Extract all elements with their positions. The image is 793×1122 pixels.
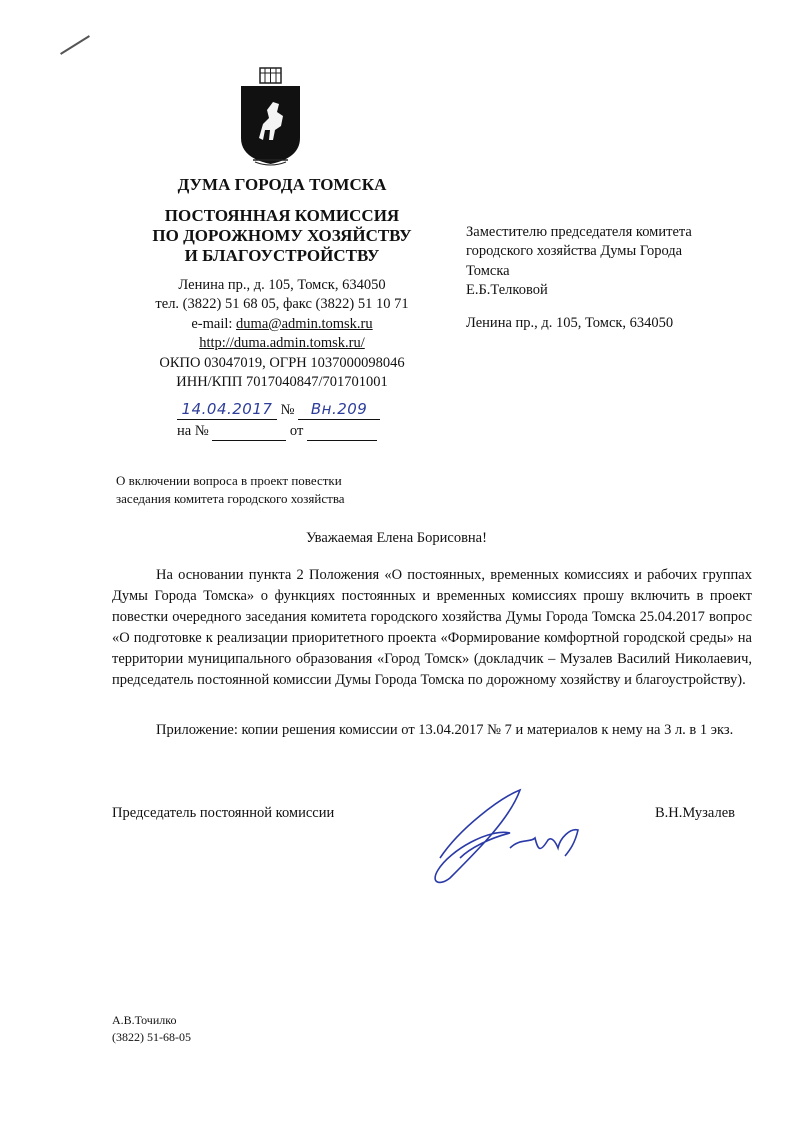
signatory-position: Председатель постоянной комиссии — [112, 805, 335, 821]
from-label: от — [289, 423, 304, 439]
tomsk-coat-of-arms — [239, 66, 302, 170]
reply-line — [177, 423, 377, 441]
attachment-paragraph: Приложение: копии решения комиссии от 13.04.2017 № 7 и материалов к нему на 3 л. в 1 экз. — [156, 722, 734, 738]
executor-block — [112, 1012, 191, 1046]
reply-label: на № — [177, 423, 209, 439]
scan-mark — [60, 35, 90, 55]
recipient-address: Ленина пр., д. 105, Томск, 634050 — [466, 315, 674, 331]
recipient-line: Заместителю председателя комитета — [466, 224, 692, 240]
recipient-name: Е.Б.Телковой — [466, 282, 548, 299]
greeting: Уважаемая Елена Борисовна! — [306, 530, 487, 546]
contact-block — [120, 276, 444, 392]
outgoing-date — [177, 400, 277, 420]
commission-line: ПО ДОРОЖНОМУ ХОЗЯЙСТВУ — [152, 226, 412, 245]
commission-line: ПОСТОЯННАЯ КОМИССИЯ — [164, 206, 400, 225]
address: Ленина пр., д. 105, Томск, 634050 — [178, 277, 386, 293]
recipient-block — [466, 223, 766, 301]
email-link[interactable]: duma@admin.tomsk.ru — [236, 315, 373, 332]
email-line — [120, 315, 444, 334]
outgoing-date-handwritten: 14.04.2017 — [181, 400, 273, 418]
body-paragraph: На основании пункта 2 Положения «О постоянных, временных комиссиях и рабочих группах Думы Города Томска» о функциях постоянных и временных комиссиях прошу включить в проект повестки очередного заседания комитета городского хозяйства Думы Города Томска 25.04.2017 вопрос «О подготовке к реализации приоритетного проекта «Формирование комфортной городской среды» на территории муниципального образования «Город Томск» (докладчик – Музалев Василий Николаевич, председатель постоянной комиссии Думы Города Томска по дорожному хозяйству и благоустройству). — [112, 567, 752, 688]
org-title: ДУМА ГОРОДА ТОМСКА — [177, 175, 387, 194]
signatory-name: В.Н.Музалев — [655, 805, 735, 821]
inn: ИНН/КПП 7017040847/701701001 — [176, 374, 388, 391]
website-link[interactable]: http://duma.admin.tomsk.ru/ — [199, 335, 365, 352]
recipient-line: Томска — [466, 262, 510, 279]
email-label: e-mail: — [191, 315, 237, 332]
okpo: ОКПО 03047019, ОГРН 1037000098046 — [159, 354, 405, 371]
phone: тел. (3822) 51 68 05, факс (3822) 51 10 71 — [155, 296, 409, 313]
handwritten-signature — [420, 788, 600, 888]
number-label: № — [280, 402, 295, 418]
outgoing-number — [298, 400, 380, 420]
outgoing-number-handwritten: Вн.209 — [310, 400, 368, 418]
subject-line: заседания комитета городского хозяйства — [116, 491, 345, 506]
reply-number-blank — [212, 423, 286, 441]
commission-line: И БЛАГОУСТРОЙСТВУ — [184, 246, 380, 265]
subject — [116, 472, 416, 508]
commission-name — [120, 206, 444, 266]
executor-name: А.В.Точилко — [112, 1013, 177, 1027]
registration-line — [177, 400, 380, 420]
recipient-line: городского хозяйства Думы Города — [466, 243, 683, 260]
executor-phone: (3822) 51-68-05 — [112, 1030, 191, 1044]
subject-line: О включении вопроса в проект повестки — [116, 473, 342, 488]
reply-date-blank — [307, 423, 377, 441]
